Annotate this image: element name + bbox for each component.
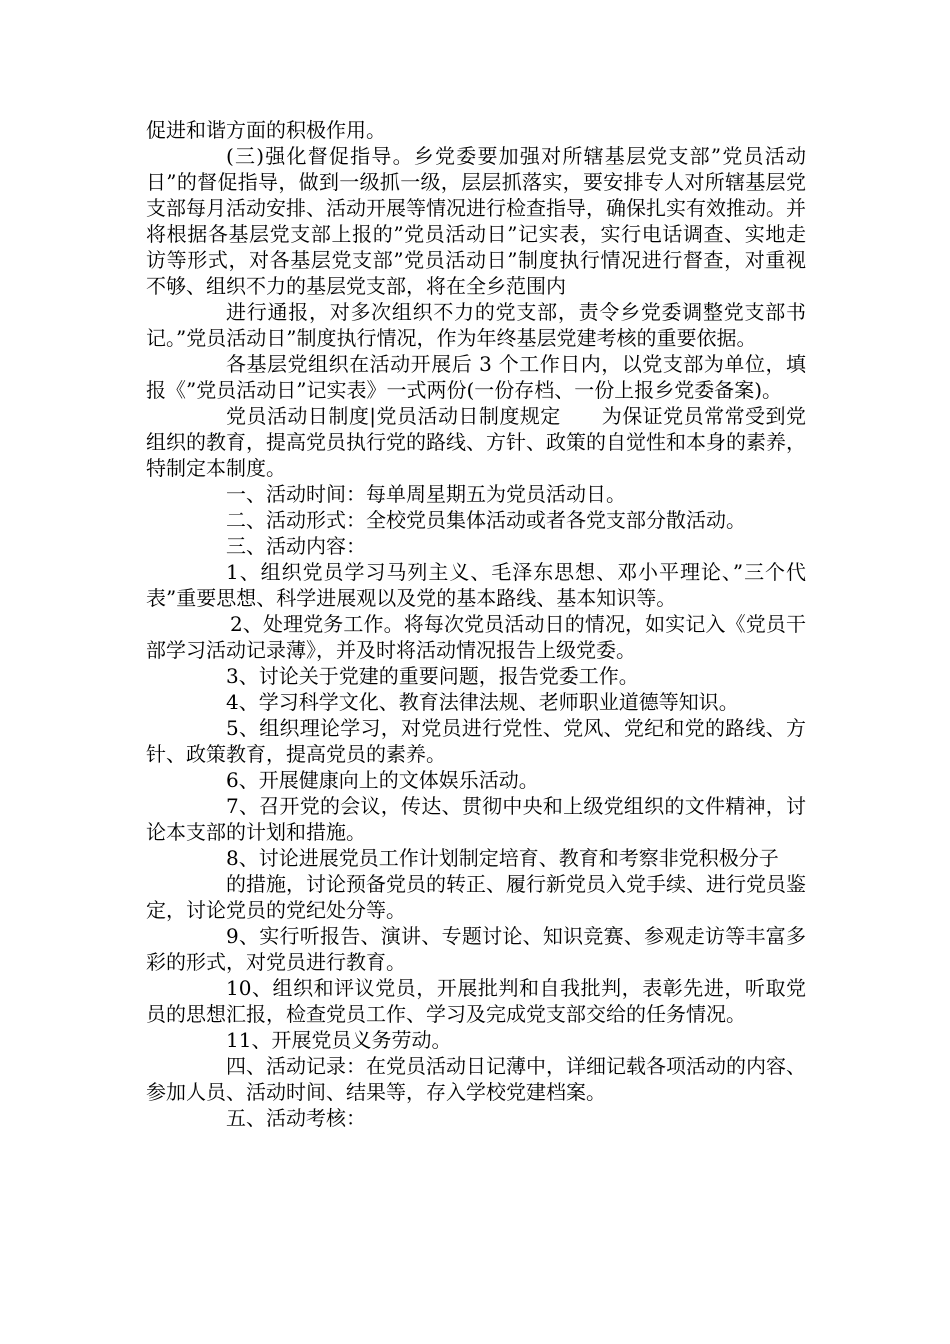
list-item: 4、学习科学文化、教育法律法规、老师职业道德等知识。 <box>226 690 739 714</box>
list-item: 四、活动记录：在党员活动日记薄中，详细记载各项活动的内容、参加人员、活动时间、结果等，存入学校党建档案。 <box>146 1054 806 1104</box>
list-item: 9、实行听报告、演讲、专题讨论、知识竞赛、参观走访等丰富多彩的形式，对党员进行教育。 <box>146 924 806 974</box>
list-item: 5、组织理论学习，对党员进行党性、党风、党纪和党的路线、方针、政策教育，提高党员的素养。 <box>146 716 806 766</box>
document-body <box>146 117 806 1131</box>
list-item: 10、组织和评议党员，开展批判和自我批判，表彰先进，听取党员的思想汇报，检查党员工作、学习及完成党支部交给的任务情况。 <box>146 976 806 1026</box>
paragraph: 各基层党组织在活动开展后 3 个工作日内，以党支部为单位，填报《”党员活动日”记实表》一式两份(一份存档、一份上报乡党委备案)。 <box>146 352 806 402</box>
list-item: 一、活动时间：每单周星期五为党员活动日。 <box>226 482 626 506</box>
list-item: 11、开展党员义务劳动。 <box>226 1028 452 1052</box>
list-item: 2、处理党务工作。将每次党员活动日的情况，如实记入《党员干部学习活动记录薄》，并及时将活动情况报告上级党委。 <box>146 612 806 662</box>
list-item: 三、活动内容： <box>226 534 366 558</box>
list-item: 6、开展健康向上的文体娱乐活动。 <box>226 768 539 792</box>
list-item: 3、讨论关于党建的重要问题，报告党委工作。 <box>226 664 639 688</box>
list-item: 的措施，讨论预备党员的转正、履行新党员入党手续、进行党员鉴定，讨论党员的党纪处分等。 <box>146 872 806 922</box>
paragraph: (三)强化督促指导。乡党委要加强对所辖基层党支部”党员活动日”的督促指导，做到一级抓一级，层层抓落实，要安排专人对所辖基层党支部每月活动安排、活动开展等情况进行检查指导，确保扎实有效推动。并将根据各基层党支部上报的”党员活动日”记实表，实行电话调查、实地走访等形式，对各基层党支部”党员活动日”制度执行情况进行督查，对重视不够、组织不力的基层党支部，将在全乡范围内 <box>146 144 806 298</box>
list-item: 五、活动考核： <box>226 1106 366 1130</box>
list-item: 1、组织党员学习马列主义、毛泽东思想、邓小平理论、”三个代表”重要思想、科学进展观以及党的基本路线、基本知识等。 <box>146 560 806 610</box>
paragraph: 促进和谐方面的积极作用。 <box>146 118 386 142</box>
paragraph: 进行通报，对多次组织不力的党支部，责令乡党委调整党支部书记。”党员活动日”制度执行情况，作为年终基层党建考核的重要依据。 <box>146 300 806 350</box>
list-item: 二、活动形式：全校党员集体活动或者各党支部分散活动。 <box>226 508 746 532</box>
paragraph: 党员活动日制度|党员活动日制度规定 为保证党员常常受到党组织的教育，提高党员执行党的路线、方针、政策的自觉性和本身的素养，特制定本制度。 <box>146 404 806 480</box>
list-item: 7、召开党的会议，传达、贯彻中央和上级党组织的文件精神，讨论本支部的计划和措施。 <box>146 794 806 844</box>
list-item: 8、讨论进展党员工作计划制定培育、教育和考察非党积极分子 <box>226 846 779 870</box>
